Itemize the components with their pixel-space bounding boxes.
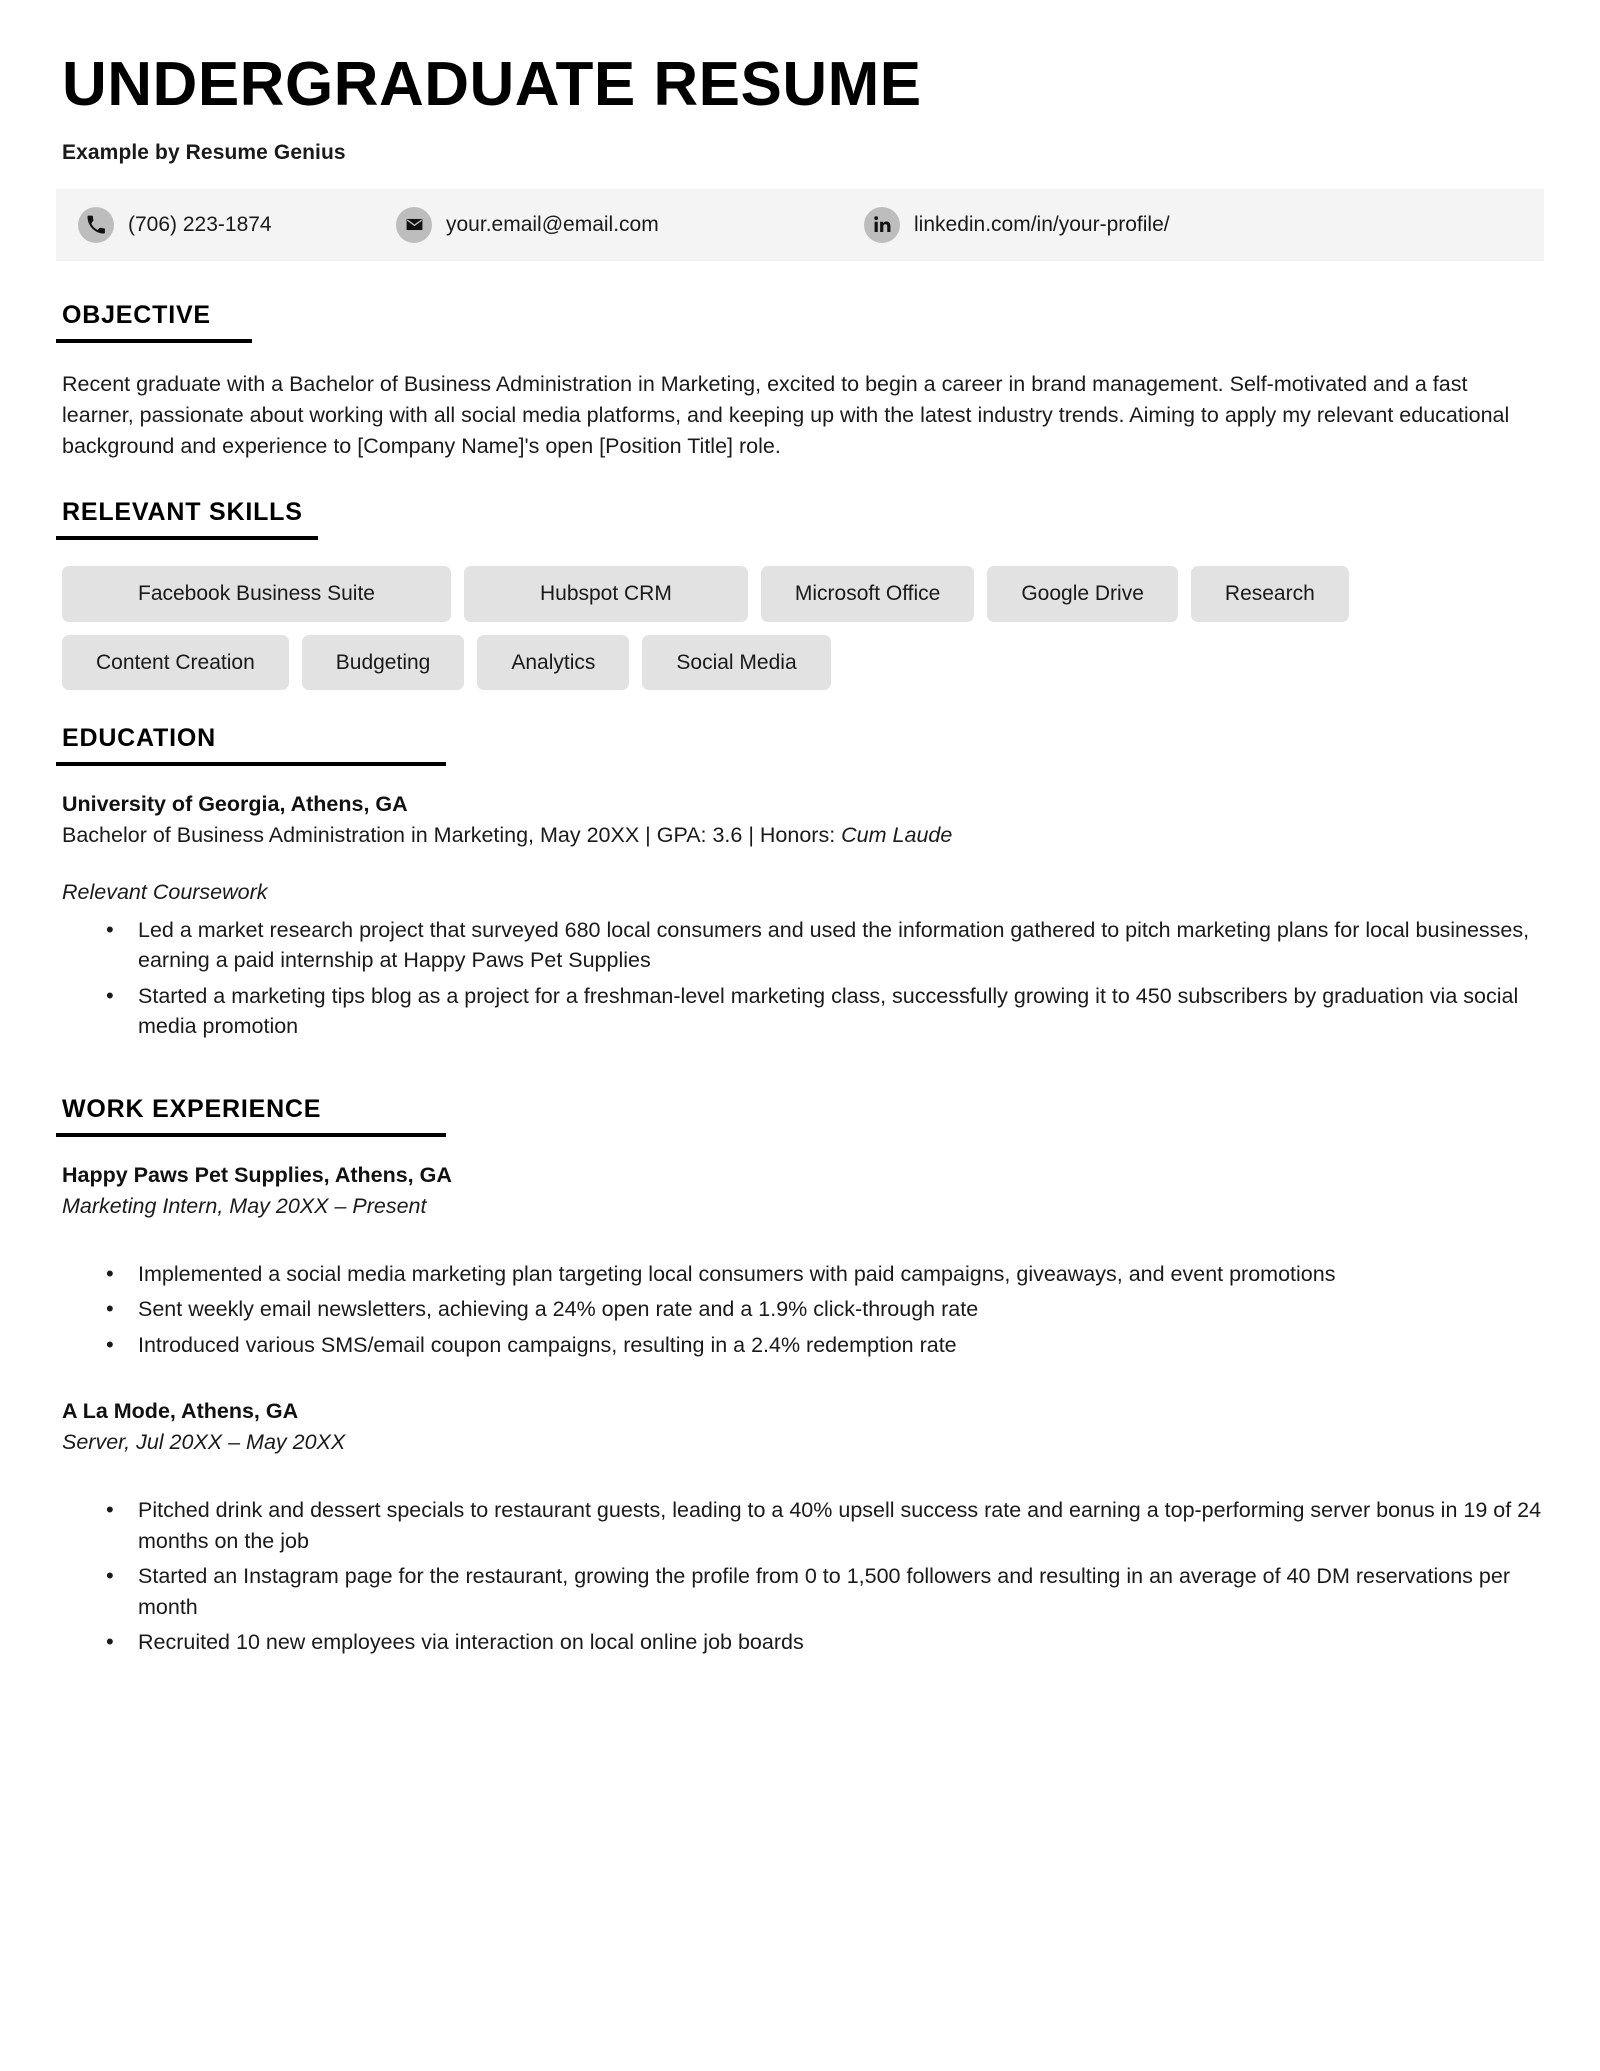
- work-bullets: [62, 1495, 1544, 1658]
- section-rule-skills: [56, 536, 318, 540]
- contact-phone[interactable]: [78, 207, 396, 243]
- skill-pill: Research: [1191, 566, 1349, 621]
- page-title: UNDERGRADUATE RESUME: [62, 50, 922, 119]
- skill-pill: Facebook Business Suite: [62, 566, 451, 621]
- education-degree-text: Bachelor of Business Administration in Marketing, May 20XX | GPA: 3.6 | Honors:: [62, 822, 842, 847]
- contact-linkedin[interactable]: [864, 207, 1170, 243]
- phone-icon: [78, 207, 114, 243]
- coursework-label: Relevant Coursework: [62, 879, 268, 904]
- education-bullets: [62, 915, 1544, 1042]
- spacer: [56, 1225, 1544, 1259]
- list-item: • Led a market research project that surveyed 680 local consumers and used the information gathered to pitch marketing plans for local businesses, earning a paid internship at Happy Paws Pet Supplies: [62, 915, 1544, 976]
- section-skills: [56, 498, 1544, 689]
- skill-pill: Budgeting: [302, 635, 465, 690]
- section-rule-objective: [56, 339, 252, 343]
- email-value: your.email@email.com: [446, 212, 659, 236]
- contact-email[interactable]: [396, 207, 864, 243]
- resume-subtitle: Example by Resume Genius: [62, 140, 346, 164]
- skill-pill: Google Drive: [987, 566, 1178, 621]
- section-heading-skills: RELEVANT SKILLS: [62, 498, 303, 527]
- linkedin-value: linkedin.com/in/your-profile/: [914, 212, 1170, 236]
- skill-pill: Social Media: [642, 635, 830, 690]
- work-bullets: [62, 1259, 1544, 1361]
- list-item: • Implemented a social media marketing plan targeting local consumers with paid campaigns, giveaways, and event promotions: [62, 1259, 1544, 1290]
- contact-bar: [56, 189, 1544, 261]
- section-work-experience: [56, 1095, 1544, 1658]
- skill-pill: Content Creation: [62, 635, 289, 690]
- skill-pill: Microsoft Office: [761, 566, 974, 621]
- list-item: • Pitched drink and dessert specials to restaurant guests, leading to a 40% upsell success rate and earning a top-performing server bonus in 19 of 24 months on the job: [62, 1495, 1544, 1556]
- list-item: • Recruited 10 new employees via interaction on local online job boards: [62, 1627, 1544, 1658]
- spacer: [56, 1365, 1544, 1399]
- skill-pill: Hubspot CRM: [464, 566, 748, 621]
- envelope-icon: [396, 207, 432, 243]
- section-education: [56, 724, 1544, 1042]
- section-heading-education: EDUCATION: [62, 723, 216, 752]
- spacer: [56, 1047, 1544, 1095]
- objective-text: Recent graduate with a Bachelor of Business Administration in Marketing, excited to begin a career in brand management. Self-motivated and a fast learner, passionate about working with all social media platforms, and keeping up with the latest industry trends. Aiming to apply my relevant educational background and experience to [Company Name]'s open [Position Title] role.: [62, 371, 1510, 459]
- skills-list: [62, 566, 1542, 689]
- list-item: • Started an Instagram page for the restaurant, growing the profile from 0 to 1,500 followers and resulting in an average of 40 DM reservations per month: [62, 1561, 1544, 1622]
- work-role: Server, Jul 20XX – May 20XX: [62, 1430, 346, 1455]
- phone-value: (706) 223-1874: [128, 212, 272, 236]
- section-heading-work: WORK EXPERIENCE: [62, 1094, 322, 1123]
- work-org: Happy Paws Pet Supplies, Athens, GA: [62, 1162, 452, 1187]
- work-role: Marketing Intern, May 20XX – Present: [62, 1193, 427, 1218]
- education-school: University of Georgia, Athens, GA: [62, 791, 408, 816]
- list-item: • Introduced various SMS/email coupon campaigns, resulting in a 2.4% redemption rate: [62, 1330, 1544, 1361]
- section-objective: [56, 301, 1544, 463]
- education-honors: Cum Laude: [841, 822, 953, 847]
- section-rule-education: [56, 762, 446, 766]
- section-heading-objective: OBJECTIVE: [62, 300, 211, 329]
- list-item: • Sent weekly email newsletters, achieving a 24% open rate and a 1.9% click-through rate: [62, 1294, 1544, 1325]
- education-degree: [62, 823, 1544, 848]
- work-org: A La Mode, Athens, GA: [62, 1399, 299, 1424]
- section-rule-work: [56, 1133, 446, 1137]
- spacer: [56, 1461, 1544, 1495]
- work-entry: [56, 1399, 1544, 1455]
- work-entry: [56, 1163, 1544, 1219]
- linkedin-icon: [864, 207, 900, 243]
- list-item: • Started a marketing tips blog as a project for a freshman-level marketing class, successfully growing it to 450 subscribers by graduation via social media promotion: [62, 981, 1544, 1042]
- skill-pill: Analytics: [477, 635, 629, 690]
- education-entry: [56, 792, 1544, 848]
